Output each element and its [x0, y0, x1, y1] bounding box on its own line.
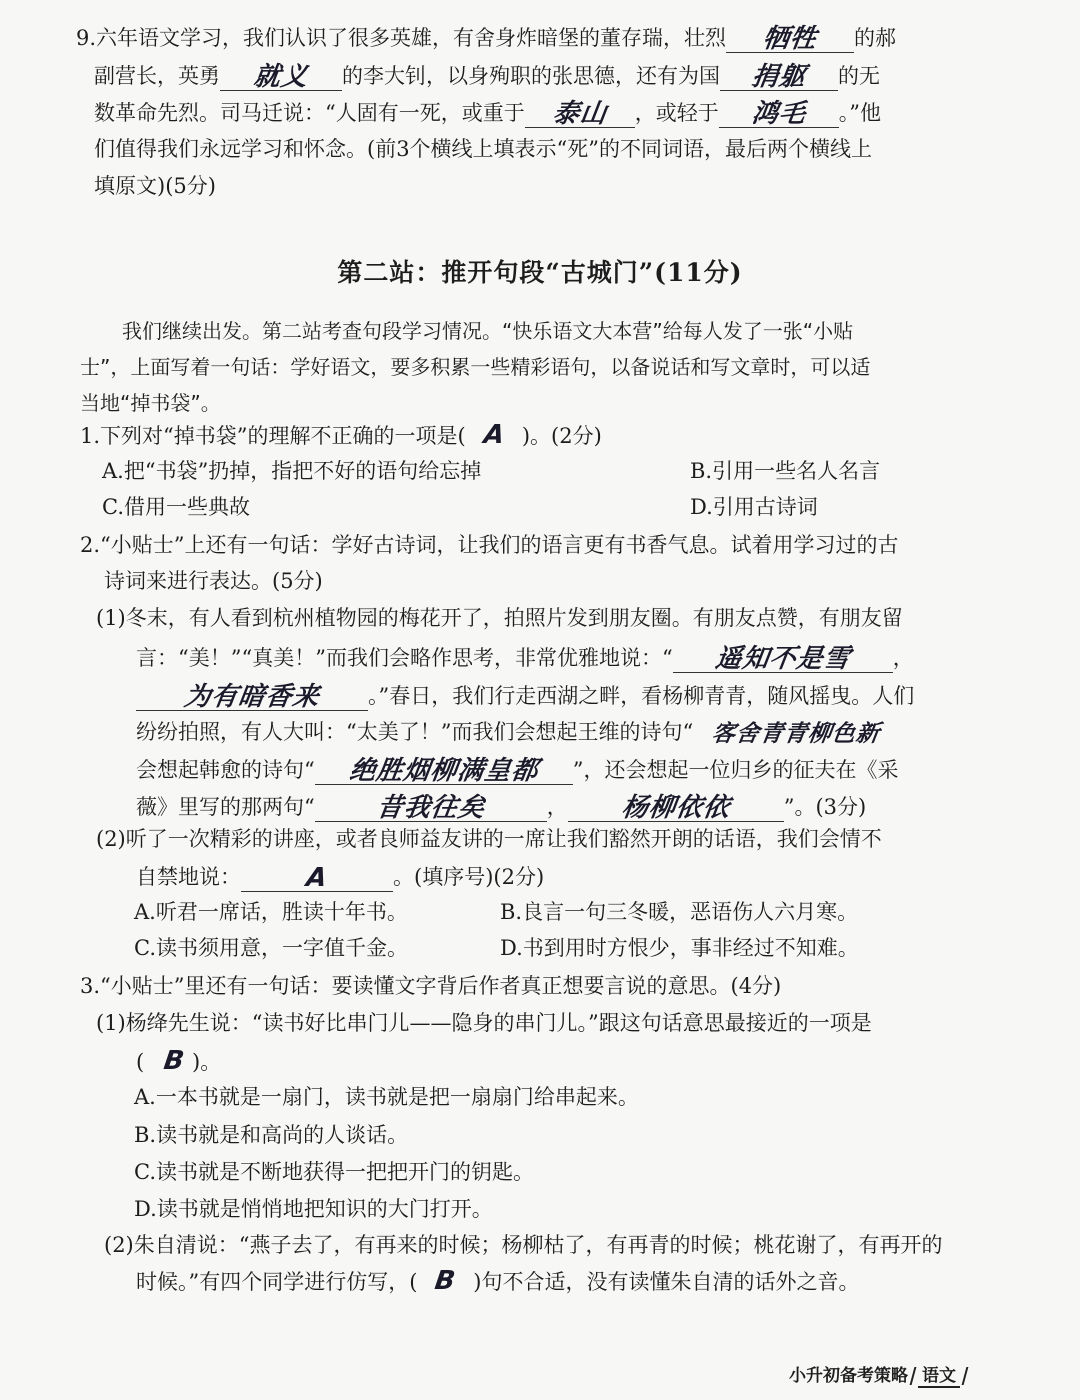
q9-line-1: 9.六年语文学习，我们认识了很多英雄，有舍身炸暗堡的董存瑞，壮烈 牺牲 的郝 — [76, 24, 897, 54]
q2-blank-7: A — [241, 861, 393, 892]
q2-p1-line-6: 薇》里写的那两句“ 昔我往矣 ， 杨柳依依 ”。(3分) — [136, 793, 867, 823]
footer-subject: 语文 — [918, 1366, 960, 1388]
q1-option-c: C.借用一些典故 — [102, 495, 250, 519]
q1-option-b: B.引用一些名人名言 — [690, 459, 881, 483]
q1-stem: 1.下列对“掉书袋”的理解不正确的一项是( A )。(2分) — [80, 420, 602, 450]
q3-p2-answer: B — [433, 1266, 458, 1296]
q2-option-d: D.书到用时方恨少，事非经过不知难。 — [500, 936, 859, 960]
footer-divider — [910, 1367, 917, 1385]
intro-line-1: 我们继续出发。第二站考查句段学习情况。“快乐语文大本营”给每人发了一张“小贴 — [122, 319, 854, 343]
q3-p1-answer: B — [162, 1046, 187, 1076]
page-footer — [789, 1361, 970, 1386]
q3-p2-line-1: (2)朱自清说：“燕子去了，有再来的时候；杨柳枯了，有再青的时候；桃花谢了，有再开的 — [104, 1233, 943, 1257]
q3-option-c: C.读书就是不断地获得一把把开门的钥匙。 — [134, 1160, 534, 1184]
footer-divider-end — [962, 1367, 969, 1385]
q3-p1-line-2: ( B )。 — [136, 1046, 222, 1076]
q2-option-b: B.良言一句三冬暖，恶语伤人六月寒。 — [500, 900, 859, 924]
q2-blank-1: 遥知不是雪 — [673, 642, 893, 673]
q9-line-4: 们值得我们永远学习和怀念。(前3个横线上填表示“死”的不同词语，最后两个横线上 — [94, 137, 873, 161]
q2-option-a: A.听君一席话，胜读十年书。 — [134, 900, 408, 924]
q2-line-1: 2.“小贴士”上还有一句话：学好古诗词，让我们的语言更有书香气息。试着用学习过的古 — [80, 533, 899, 557]
q3-option-a: A.一本书就是一扇门，读书就是把一扇扇门给串起来。 — [134, 1085, 639, 1109]
q2-p1-line-3: 为有暗香来 。”春日，我们行走西湖之畔，看杨柳青青，随风摇曳。人们 — [136, 680, 914, 711]
q3-p1-line-1: (1)杨绛先生说：“读书好比串门儿——隐身的串门儿。”跟这句话意思最接近的一项是 — [96, 1011, 872, 1035]
intro-line-2: 士”，上面写着一句话：学好语文，要多积累一些精彩语句，以备说话和写文章时，可以适 — [80, 355, 871, 379]
q2-p1-line-5: 会想起韩愈的诗句“ 绝胜烟柳满皇都 ”，还会想起一位归乡的征夫在《采 — [136, 756, 899, 786]
q2-blank-2: 为有暗香来 — [136, 680, 368, 711]
q3-p2-line-2: 时候。”有四个同学进行仿写，( B )句不合适，没有读懂朱自清的话外之音。 — [136, 1266, 860, 1296]
q2-blank-4: 绝胜烟柳满皇都 — [315, 754, 573, 785]
q2-blank-5: 昔我往矣 — [315, 791, 547, 822]
q3-line-1: 3.“小贴士”里还有一句话：要读懂文字背后作者真正想要言说的意思。(4分) — [80, 974, 782, 998]
footer-title: 小升初备考策略 — [789, 1366, 908, 1386]
q2-p1-line-1: (1)冬末，有人看到杭州植物园的梅花开了，拍照片发到朋友圈。有朋友点赞，有朋友留 — [96, 606, 903, 630]
q3-option-b: B.读书就是和高尚的人谈话。 — [134, 1123, 409, 1147]
q2-blank-3: 客舍青青柳色新 — [710, 721, 883, 747]
q9-line-2: 副营长，英勇 就义 的李大钊，以身殉职的张思德，还有为国 捐躯 的无 — [94, 62, 880, 92]
q2-p2-line-1: (2)听了一次精彩的讲座，或者良师益友讲的一席让我们豁然开朗的话语，我们会情不 — [96, 827, 882, 851]
q2-p1-line-2: 言：“美！”“真美！”而我们会略作思考，非常优雅地说：“ 遥知不是雪 ， — [136, 644, 914, 674]
q2-p2-line-2: 自禁地说： A 。(填序号)(2分) — [136, 863, 545, 893]
q2-line-2: 诗词来进行表达。(5分) — [104, 569, 323, 593]
q3-option-d: D.读书就是悄悄地把知识的大门打开。 — [134, 1197, 493, 1221]
q2-p1-line-4: 纷纷拍照，有人大叫：“太美了！”而我们会想起王维的诗句“ 客舍青青柳色新 — [136, 717, 899, 747]
q2-option-c: C.读书须用意，一字值千金。 — [134, 936, 408, 960]
q9-line-5: 填原文)(5分) — [94, 174, 216, 198]
q2-blank-6: 杨柳依依 — [568, 791, 784, 822]
q9-line-3: 数革命先烈。司马迁说：“人固有一死，或重于 泰山 ，或轻于 鸿毛 。”他 — [94, 99, 881, 129]
q9-blank-4: 泰山 — [525, 97, 635, 128]
q1-option-d: D.引用古诗词 — [690, 495, 818, 519]
section-title: 第二站：推开句段“古城门”(11分) — [337, 258, 743, 287]
q9-blank-3: 捐躯 — [720, 60, 838, 91]
q1-option-a: A.把“书袋”扔掉，指把不好的语句给忘掉 — [102, 459, 482, 483]
q1-answer: A — [481, 420, 506, 450]
intro-line-3: 当地“掉书袋”。 — [80, 391, 221, 415]
q9-blank-5: 鸿毛 — [719, 97, 839, 128]
q9-blank-1: 牺牲 — [726, 22, 854, 53]
q9-blank-2: 就义 — [220, 60, 342, 91]
